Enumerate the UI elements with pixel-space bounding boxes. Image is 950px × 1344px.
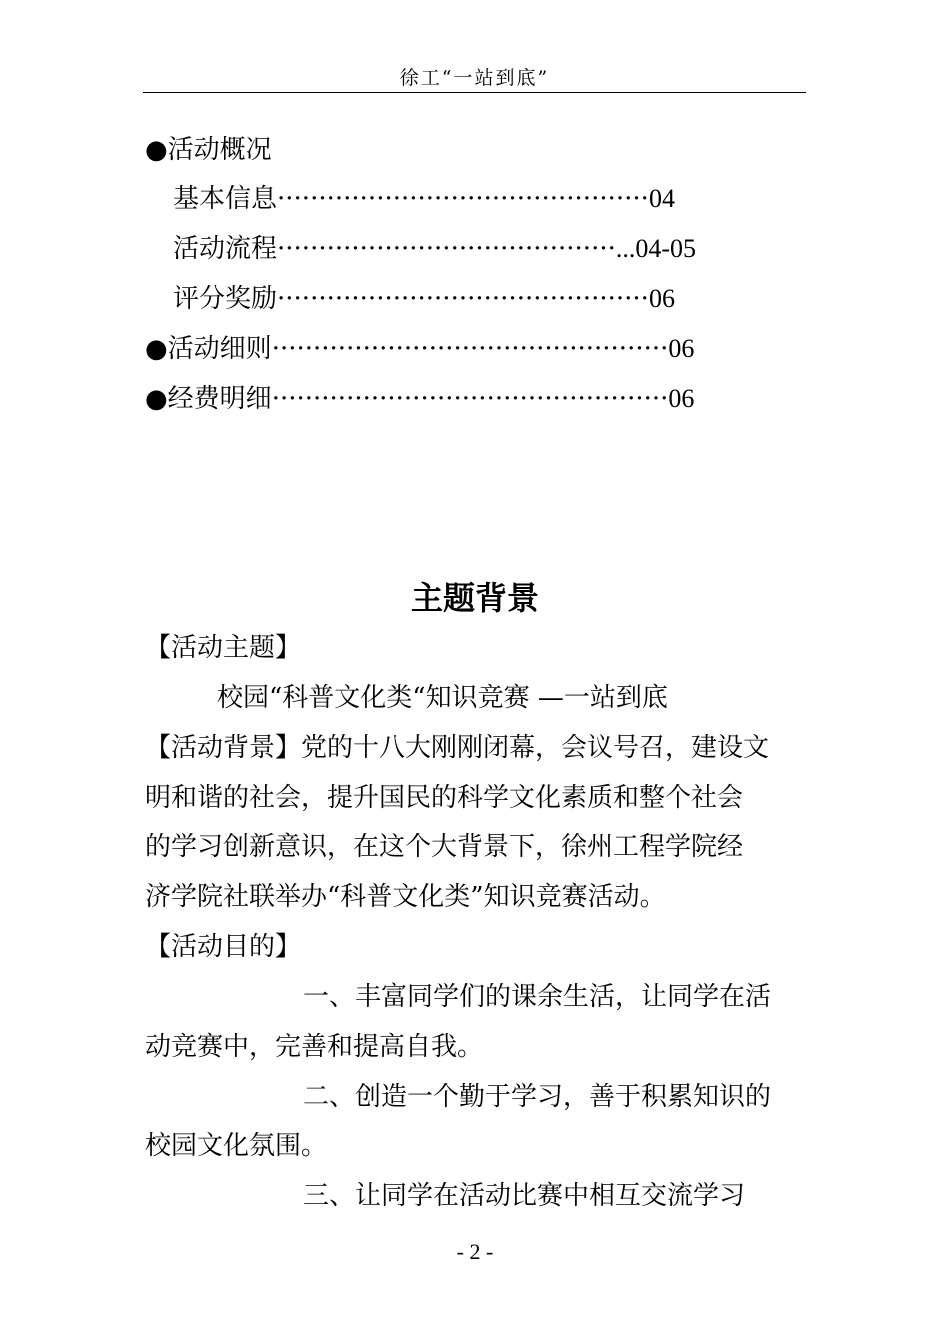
body-line: 一、丰富同学们的课余生活，让同学在活: [303, 982, 772, 1012]
toc-item-basic-info[interactable]: [173, 182, 675, 216]
body-line: 【活动主题】: [145, 633, 302, 663]
toc-item-label: ●经费明细: [145, 384, 272, 414]
toc-page-number: 04: [648, 184, 675, 213]
page-number: - 2 -: [456, 1239, 494, 1264]
toc-item-scoring[interactable]: [173, 282, 675, 316]
toc-page-number: 06: [648, 284, 675, 313]
toc-item-process[interactable]: [173, 232, 696, 266]
toc-item-overview[interactable]: [145, 133, 272, 167]
section-title: 主题背景: [410, 579, 539, 617]
toc-page-number: ...04-05: [615, 234, 697, 263]
running-header: 徐工“一站到底”: [143, 66, 806, 93]
body-line: 的学习创新意识，在这个大背景下，徐州工程学院经: [145, 832, 744, 862]
toc-page-number: 06: [668, 384, 695, 413]
body-line: 【活动背景】党的十八大刚刚闭幕，会议号召，建设文: [145, 733, 770, 763]
body-line: 明和谐的社会，提升国民的科学文化素质和整个社会: [145, 783, 744, 813]
body-line: 【活动目的】: [145, 932, 302, 962]
toc-leader-dots: ·············································: [277, 284, 649, 314]
toc-item-rules[interactable]: [145, 332, 694, 366]
toc-page-number: 06: [668, 334, 695, 363]
toc-leader-dots: ················································: [271, 384, 669, 414]
toc-item-budget[interactable]: [145, 382, 694, 416]
toc-leader-dots: ·············································: [277, 184, 649, 214]
toc-item-label: ●活动概况: [145, 135, 272, 165]
toc-leader-dots: ················································: [271, 334, 669, 364]
toc-item-label: 活动流程: [173, 234, 278, 264]
toc-item-label: ●活动细则: [145, 334, 272, 364]
toc-item-label: 评分奖励: [173, 284, 278, 314]
toc-leader-dots: ·········································: [277, 234, 616, 264]
body-line: 动竞赛中，完善和提高自我。: [145, 1032, 484, 1062]
body-line: 三、让同学在活动比赛中相互交流学习: [303, 1181, 746, 1211]
body-line: 校园“科普文化类“知识竞赛 —一站到底: [217, 683, 668, 713]
toc-item-label: 基本信息: [173, 184, 278, 214]
body-line: 校园文化氛围。: [145, 1131, 328, 1161]
body-line: 二、创造一个勤于学习，善于积累知识的: [303, 1082, 772, 1112]
body-line: 济学院社联举办“科普文化类”知识竞赛活动。: [145, 882, 666, 912]
